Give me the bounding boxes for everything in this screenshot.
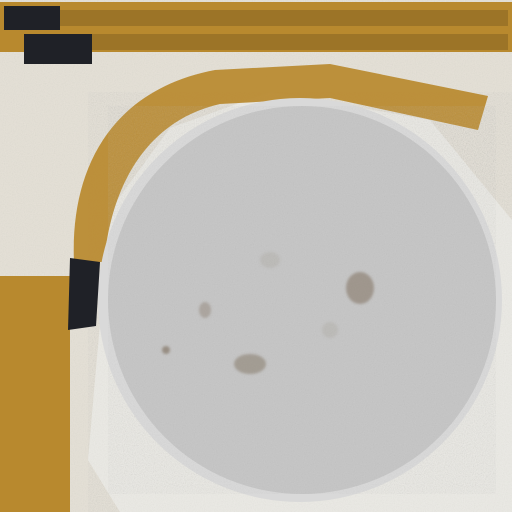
left-tape-block (0, 276, 70, 512)
dark-block-top-2 (24, 34, 92, 64)
top-tape-shadow-1 (60, 10, 508, 26)
dark-block-top-1 (4, 6, 60, 30)
top-tape-shadow-2 (92, 34, 508, 50)
dark-block-left (68, 258, 100, 330)
disc (108, 106, 496, 494)
